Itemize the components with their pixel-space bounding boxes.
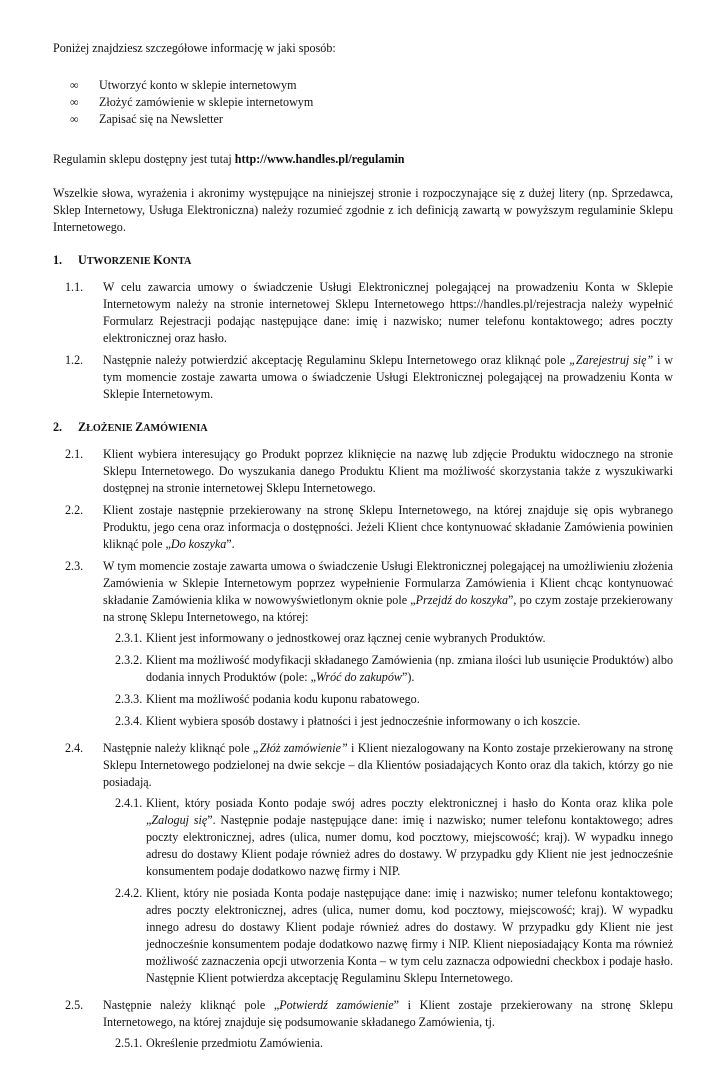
subclause-number: 2.3.1. [115, 631, 143, 645]
clause-text: Następnie należy kliknąć pole „Złóż zamówienie” i Klient niezalogowany na Konto zostaje przekierowany na stronę Sklepu Internetowego podzielonej na dwie sekcje – dla Klientów posiadających Konto oraz dla takich, którzy go nie posiadają. [103, 741, 673, 789]
clause-body [103, 558, 673, 735]
clause-number: 2.5. [65, 998, 84, 1012]
clause-2-3 [53, 558, 673, 735]
definitions-paragraph: Wszelkie słowa, wyrażenia i akronimy występujące na niniejszej stronie i rozpoczynające się z dużej litery (np. Sprzedawca, Sklep Internetowy, Usługa Elektroniczna) należy rozumieć zgodnie z ich definicją zawartą w powyższym regulaminie Sklepu Internetowego. [53, 186, 673, 234]
regulamin-link[interactable]: http://www.handles.pl/regulamin [234, 152, 405, 166]
subclause-text: Klient ma możliwość modyfikacji składanego Zamówienia (np. zmiana ilości lub usunięcie Produktów) albo dodania innych Produktów (pole: „Wróć do zakupów”). [146, 653, 673, 684]
clause-2-1 [53, 446, 673, 497]
clause-2-2 [53, 502, 673, 553]
subclause-text: Określenie przedmiotu Zamówienia. [146, 1036, 323, 1050]
clause-2-4 [53, 740, 673, 992]
section-title: UTWORZENIE KONTA [78, 253, 192, 267]
document-page [53, 40, 673, 1073]
clause-number: 2.4. [65, 741, 84, 755]
clause-number: 2.3. [65, 559, 84, 573]
section-number: 2. [53, 420, 63, 434]
subclause-text: Klient, który posiada Konto podaje swój adres poczty elektronicznej i hasło do Konta oraz klika pole „Zaloguj się”. Następnie podaje następujące dane: imię i nazwisko; numer telefonu kontaktowego; adres poczty elektronicznej, adres (ulica, numer domu, kod pocztowy, miejscowość; kraj). W wypadku innego adresu do dostawy Klient podaje również adres do dostawy. W przypadku gdy Klient nie jest jednocześnie konsumentem podaje dodatkowo nazwę firmy i NIP. [146, 796, 673, 878]
subclause-number: 2.3.4. [115, 714, 143, 728]
subclause-text: Klient jest informowany o jednostkowej oraz łącznej cenie wybranych Produktów. [146, 631, 546, 645]
clause-text: Klient wybiera interesujący go Produkt poprzez kliknięcie na nazwę lub zdjęcie Produktu widocznego na stronie Sklepu Internetowego. Do wyszukania danego Produktu Klient ma możliwość skorzystania także z wyszukiwarki dostępnej na stronie internetowej Sklepu Internetowego. [103, 447, 673, 495]
list-item [53, 111, 673, 128]
clause-number: 2.2. [65, 503, 84, 517]
section-heading [53, 252, 673, 270]
list-item-text: Złożyć zamówienie w sklepie internetowym [99, 95, 314, 109]
clause-body [103, 740, 673, 992]
clause-number: 1.1. [65, 280, 84, 294]
clause-number: 1.2. [65, 353, 84, 367]
clause-2-5 [53, 997, 673, 1057]
infinity-bullet-icon: ∞ [70, 112, 79, 126]
clause-body [103, 997, 673, 1057]
regulamin-paragraph [53, 151, 673, 168]
list-item-text: Utworzyć konto w sklepie internetowym [99, 78, 297, 92]
section-heading [53, 419, 673, 437]
intro-text: Poniżej znajdziesz szczegółowe informację w jaki sposób: [53, 41, 336, 55]
subclause-number: 2.4.2. [115, 886, 143, 900]
subclause-text: Klient wybiera sposób dostawy i płatności i jest jednocześnie informowany o ich koszcie. [146, 714, 581, 728]
clause-text: Następnie należy kliknąć pole „Potwierdź zamówienie” i Klient zostaje przekierowany na stronę Sklepu Internetowego, na której znajduje się podsumowanie składanego Zamówienia, tj. [103, 998, 673, 1029]
subclause-2-5-1 [103, 1035, 673, 1052]
clause-1-1 [53, 279, 673, 347]
subclause-2-4-1 [103, 795, 673, 880]
list-item [53, 94, 673, 111]
subclause-2-4-2 [103, 885, 673, 987]
subclause-number: 2.3.2. [115, 653, 143, 667]
subclause-number: 2.5.1. [115, 1036, 143, 1050]
subclause-number: 2.4.1. [115, 796, 143, 810]
bullet-list [53, 77, 673, 128]
section-order-placement [53, 419, 673, 1057]
subclause-2-3-3 [103, 691, 673, 708]
subclause-2-3-2 [103, 652, 673, 686]
subclause-text: Klient ma możliwość podania kodu kuponu rabatowego. [146, 692, 420, 706]
infinity-bullet-icon: ∞ [70, 95, 79, 109]
infinity-bullet-icon: ∞ [70, 78, 79, 92]
clause-text: W celu zawarcia umowy o świadczenie Usługi Elektronicznej polegającej na prowadzeniu Konta w Sklepie Internetowym należy na stronie internetowej Sklepu Internetowego https://handles.pl/rejestracja należy wypełnić Formularz Rejestracji podając następujące dane: imię i nazwisko; numer telefonu kontaktowego; adres poczty elektronicznej oraz hasło. [103, 280, 673, 345]
list-item [53, 77, 673, 94]
subclause-text: Klient, który nie posiada Konta podaje następujące dane: imię i nazwisko; numer telefonu kontaktowego; adres poczty elektronicznej, adres (ulica, numer domu, kod pocztowy, miejscowość; kraj). W wypadku innego adresu do dostawy Klient podaje również adres do dostawy. W przypadku gdy Klient nie jest jednocześnie konsumentem podaje dodatkowo nazwę firmy i NIP. Klient nieposiadający Konta ma również możliwość zaznaczenia opcji utworzenia Konta – w tym celu zaznacza odpowiedni checkbox i podaje hasło. Następnie Klient potwierdza akceptację Regulaminu Sklepu Internetowego. [146, 886, 673, 985]
clause-text: W tym momencie zostaje zawarta umowa o świadczenie Usługi Elektronicznej polegającej na umożliwieniu złożenia Zamówienia w Sklepie Internetowym poprzez wypełnienie Formularza Zamówienia i Klient chcąc kontynuować składanie Zamówienia klika w nowowyświetlonym oknie pole „Przejdź do koszyka”, po czym zostaje przekierowany na stronę Sklepu Internetowego, na której: [103, 559, 673, 624]
list-item-text: Zapisać się na Newsletter [99, 112, 223, 126]
clause-text: Klient zostaje następnie przekierowany na stronę Sklepu Internetowego, na której znajduje się opis wybranego Produktu, jego cena oraz informacja o dostępności. Jeżeli Klient chce kontynuować składanie Zamówienia powinien kliknąć pole „Do koszyka”. [103, 503, 673, 551]
section-number: 1. [53, 253, 63, 267]
subclause-2-3-1 [103, 630, 673, 647]
clause-text: Następnie należy potwierdzić akceptację Regulaminu Sklepu Internetowego oraz kliknąć pole „Zarejestruj się” i w tym momencie zostaje zawarta umowa o świadczenie Usługi Elektronicznej polegającej na prowadzeniu Konta w Sklepie Internetowym. [103, 353, 674, 401]
clause-number: 2.1. [65, 447, 84, 461]
section-account-creation [53, 252, 673, 403]
section-title: ZŁOŻENIE ZAMÓWIENIA [78, 420, 208, 434]
clause-1-2 [53, 352, 673, 403]
regulamin-text: Regulamin sklepu dostępny jest tutaj [53, 152, 235, 166]
subclause-number: 2.3.3. [115, 692, 143, 706]
subclause-2-3-4 [103, 713, 673, 730]
